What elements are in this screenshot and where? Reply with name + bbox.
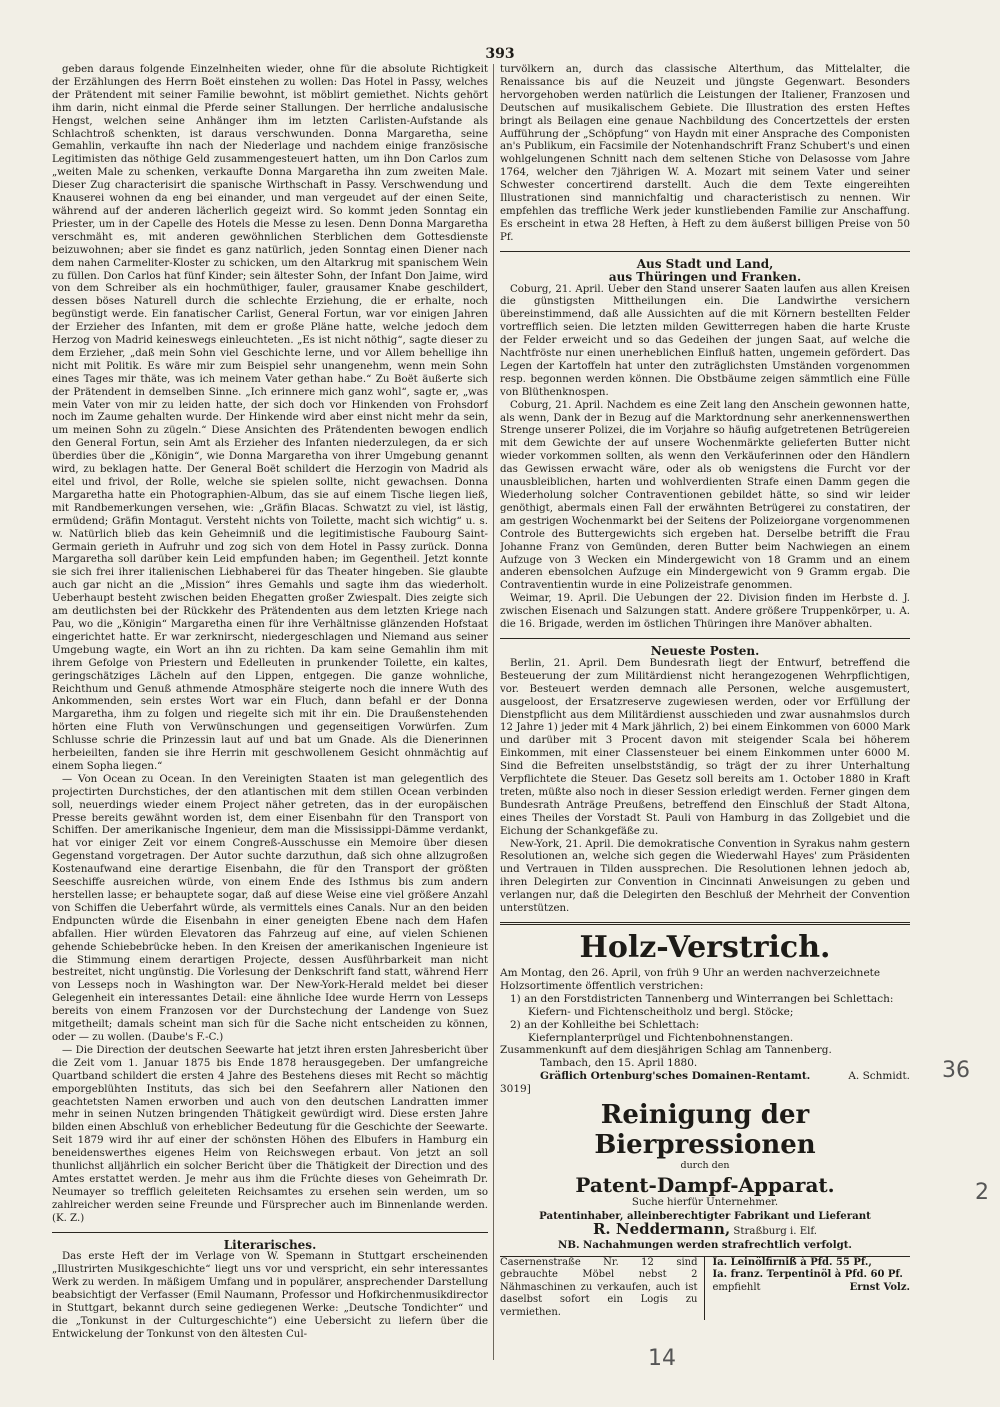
ad-volz-line-2: Ia. franz. Terpentinöl à Pfd. 60 Pf. bbox=[712, 1269, 903, 1281]
stadt-heading-1: Aus Stadt und Land, bbox=[636, 256, 774, 271]
holz-meeting: Zusammenkunft auf dem diesjährigen Schlag am Tannenberg. bbox=[500, 1044, 832, 1057]
article-coburg-1: Coburg, 21. April. Ueber den Stand unserer Saaten laufen aus allen Kreisen die günstigsten Mittheilungen ein. Die Landwirthe versichern übereinstimmend, daß alle Aussichten auf die mit Körnern bestellten Felder vortrefflich seien. Die letzten milden Gewitterregen haben die harte Kruste der Felder erweicht und so das Gedeihen der jungen Saat, auf welche die Nachtfröste nur einen unerheblichen Einfluß hatten, ungemein gefördert. Das Legen der Kartoffeln hat unter den zuträglichsten Umständen vorgenommen resp. begonnen werden können. Die Obstbäume zeigen sämmtlich eine Fülle von Blüthenknospen. bbox=[500, 283, 910, 398]
reinigung-suche: Suche hierfür Unternehmer. bbox=[631, 1196, 779, 1208]
ad-volz-name: Ernst Volz. bbox=[849, 1281, 910, 1293]
margin-mark-2: 2 bbox=[975, 1180, 989, 1205]
divider bbox=[500, 638, 910, 639]
ad-volz-footer bbox=[713, 1282, 911, 1295]
holz-title: Holz-Verstrich. bbox=[579, 930, 831, 965]
article-berlin: Berlin, 21. April. Dem Bundesrath liegt der Entwurf, betreffend die Besteuerung der zum Militärdienst nicht herangezogenen Wehrpflichtigen, vor. Besteuert werden demnach alle Personen, welche ausgemustert, ausgeloost, der Ersatzreserve zugewiesen werden, oder vor Erfüllung der Dienstpflicht aus dem Militärdienst ausschieden und zwar ausnahmslos durch 12 Jahre 1) jeder mit 4 Mark jährlich, 2) bei einem Einkommen von 6000 Mark und darüber mit 3 Procent davon mit steigender Scala bei höherem Einkommen, mit einer Classensteuer bei einem Einkommen unter 6000 M. Sind die Befreiten unselbstständig, so trägt der zu ihrer Unterhaltung Verpflichtete die Steuer. Das Gesetz soll bereits am 1. October 1880 in Kraft treten, müßte also noch in dieser Session erledigt werden. Ferner gingen dem Bundesrath Anträge Preußens, betreffend den Einschluß der Stadt Altona, eines Theiles der Vorstadt St. Pauli von Hamburg in das Zollgebiet und die Eichung der Schankgefäße zu. bbox=[500, 657, 910, 837]
ad-volz bbox=[705, 1257, 911, 1320]
holz-item-2: 2) an der Kohlleithe bei Schlettach: bbox=[510, 1018, 700, 1031]
reinigung-city: Straßburg i. Elf. bbox=[733, 1225, 818, 1237]
reinigung-durch: durch den bbox=[680, 1160, 730, 1172]
ad-divider bbox=[500, 922, 910, 925]
holz-date: Tambach, den 15. April 1880. bbox=[540, 1057, 698, 1070]
page-number: 393 bbox=[485, 46, 515, 62]
holz-intro: Am Montag, den 26. April, von früh 9 Uhr an werden nachverzeichnete Holzsortimente öffentlich verstrichen: bbox=[500, 967, 881, 992]
literarisches-heading: Literarisches. bbox=[223, 1237, 317, 1252]
article-coburg-2: Coburg, 21. April. Nachdem es eine Zeit lang den Anschein gewonnen hatte, als wenn, Dank der in Bezug auf die Marktordnung sehr anerkennenswerthen Strenge unserer Polizei, die im Vorjahre so häufig aufgetretenen Betrügereien mit dem Gewichte der auf unsere Wochenmärkte gelieferten Butter nicht wieder vorkommen sollten, als wenn den Verkäuferinnen oder den Händlern das Gewissen erwacht wäre, oder als ob wenigstens die Furcht vor der unausbleiblichen, harten und wohlverdienten Strafe einen Damm gegen die Wiederholung solcher Contraventionen gebildet hätte, so sind wir leider genöthigt, abermals einen Fall der erwähnten Betrügerei zu constatiren, der am gestrigen Wochenmarkt bei der Seitens der Polizeiorgane vorgenommenen Controle des Buttergewichts sich ergeben hat. Derselbe betrifft die Frau Johanne Franz von Gemünden, deren Butter beim Nachwiegen an einem Aufzuge von 3 Wecken ein Mindergewicht von 18 Gramm und an einem anderen ebensolchen Aufzuge ein Mindergewicht von 9 Gramm ergab. Die Contraventientin wurde in eine Polizeistrafe genommen. bbox=[500, 399, 910, 592]
margin-mark-36: 36 bbox=[942, 1058, 970, 1083]
reinigung-firm bbox=[500, 1219, 910, 1239]
holz-office: Gräflich Ortenburg'sches Domainen-Rentamt. bbox=[540, 1070, 811, 1083]
reinigung-apparat: Patent-Dampf-Apparat. bbox=[575, 1172, 835, 1197]
column-rule bbox=[493, 64, 494, 1360]
ad-moebel: Casernenstraße Nr. 12 sind gebrauchte Möbel nebst 2 Nähmaschinen zu verkaufen, auch ist daselbst sofort ein Logis zu vermiethen. bbox=[500, 1257, 705, 1320]
holz-signer: A. Schmidt. bbox=[848, 1070, 910, 1083]
divider bbox=[52, 1232, 488, 1233]
reinigung-inhaber: Patentinhaber, alleinberechtigter Fabrikant und Lieferant bbox=[539, 1209, 871, 1222]
reinigung-name: R. Neddermann, bbox=[592, 1219, 731, 1238]
holz-item-2-sub: Kiefernplanterprügel und Fichtenbohnenstangen. bbox=[528, 1031, 794, 1044]
margin-mark-14: 14 bbox=[648, 1346, 676, 1371]
reinigung-title: Reinigung der Bierpressionen bbox=[594, 1100, 816, 1161]
article-ocean: — Von Ocean zu Ocean. In den Vereinigten Staaten ist man gelegentlich des projectirten Durchstiches, der den atlantischen mit dem stillen Ocean verbinden soll, neuerdings wieder einem Project näher getreten, das in der europäischen Presse bereits gewähnt worden ist, dem einer Eisenbahn für den Transport von Schiffen. Der amerikanische Ingenieur, dem man die Mississippi-Dämme verdankt, hat vor einiger Zeit vor einem Congreß-Ausschusse ein Memoire über diesen Gegenstand vorgetragen. Der Autor suchte darzuthun, daß sich ohne allzugroßen Kostenaufwand eine derartige Eisenbahn, die für den Transport der größten Seeschiffe ausreichen würde, von einem Ende des Isthmus bis zum andern herstellen lasse; er behauptete sogar, daß auf diese Weise eine viel größere Anzahl von Schiffen die Ueberfahrt würde, als vermittels eines Canals. Nur an den beiden Endpuncten würde die Eisenbahn in einer geneigten Ebene nach dem Hafen abfallen. Hier würden Elevatoren das Fahrzeug auf eine, auf vielen Schienen gehende Schiebebrücke heben. In den Kreisen der amerikanischen Ingenieure ist die Stimmung einem derartigen Projecte, dessen Ausführbarkeit man nicht bestreitet, nicht ungünstig. Die Vorlesung der Denkschrift fand statt, während Herr von Lesseps noch in Washington war. Der New-York-Herald meldet bei dieser Gelegenheit ein interessantes Detail: eine ähnliche Idee wurde Herrn von Lesseps bereits von einem Franzosen vor der Durchstechung der Landenge von Suez mitgetheilt; damals scheint man sich für die Sache nicht entscheiden zu können, oder — zu wollen. (Daube's F.-C.) bbox=[52, 773, 488, 1043]
holz-signature bbox=[500, 1070, 910, 1083]
reinigung-nb: NB. Nachahmungen werden strafrechtlich verfolgt. bbox=[558, 1238, 852, 1251]
holz-item-1-sub: Kiefern- und Fichtenscheitholz und bergl. Stöcke; bbox=[528, 1005, 794, 1018]
left-column bbox=[52, 64, 488, 1364]
article-carlos: geben daraus folgende Einzelnheiten wieder, ohne für die absolute Richtigkeit der Erzählungen des Herrn Boët einstehen zu wollen: Das Hotel in Passy, welches der Prätendent mit seiner Familie bewohnt, ist möblirt gemiethet. Nichts gehört ihm darin, nicht einmal die Pferde seiner Stallungen. Der herrliche andalusische Hengst, welchen seine Anhänger ihm im letzten Carlisten-Aufstande als Schlachtroß schenkten, ist daraus verschwunden. Donna Margaretha, seine Gemahlin, verkaufte ihn nach der Niederlage und nachdem einige französische Legitimisten das nöthige Geld zusammengesteuert hatten, um ihn Don Carlos zum „weiten Male zu schenken, verkaufte Donna Margaretha ihn zum zweiten Male. Dieser Zug characterisirt die spanische Wirthschaft in Passy. Verschwendung und Knauserei wohnen da eng bei einander, und man vergeudet auf der einen Seite, während auf der anderen lächerlich gegeizt wird. So kommt jeden Sonntag ein Priester, um in der Capelle des Hotels die Messe zu lesen. Denn Donna Margaretha verschmäht es, mit anderen gewöhnlichen Sterblichen dem Gottesdienste beizuwohnen; aber sie findet es ganz natürlich, jeden Sonntag einen Diener nach dem nahen Carmeliter-Kloster zu schicken, um den Altarkrug mit spanischem Wein zu füllen. Don Carlos hat fünf Kinder; sein ältester Sohn, der Infant Don Jaime, wird von dem Schreiber als ein hochmüthiger, fauler, grausamer Knabe geschildert, dessen böses Naturell durch die schlechte Erziehung, die er erhalte, noch begünstigt werde. Ein fanatischer Carlist, General Fortun, war vor einigen Jahren der Erzieher des Infanten, mit dem er große Pläne hatte, welche jedoch dem Herzog von Madrid keineswegs einleuchteten. „Es ist nicht nöthig“, sagte dieser zu dem Erzieher, „daß mein Sohn viel Geschichte lerne, und vor Allem behellige ihn nicht mit Politik. Es wäre mir zum Beispiel sehr unangenehm, wenn mein Sohn eines Tages mir thäte, was ich meinem Vater gethan habe.“ Zu Boët äußerte sich der Prätendent in demselben Sinne. „Ich erinnere mich ganz wohl“, sagte er, „was mein Vater von mir zu leiden hatte, der sich doch vor Hinkenden von Frohsdorf noch im Zaume gehalten wurde. Der Hinkende wird aber einst nicht mehr da sein, um meinen Sohn zu zügeln.“ Diese Ansichten des Prätendenten bewogen endlich den General Fortun, sein Amt als Erzieher des Infanten niederzulegen, da er sich überdies über die „Königin“, wie Donna Margaretha von ihrer Umgebung genannt wird, zu beklagen hatte. Der General Boët schildert die Herzogin von Madrid als eitel und frivol, der Rolle, welche sie spielen sollte, nicht gewachsen. Donna Margaretha hatte ein Photographien-Album, das sie auf einem Tische liegen ließ, mit Randbemerkungen versehen, wie: „Gräfin Blacas. Schwatzt zu viel, ist lästig, ermüdend; Gräfin Montagut. Versteht nichts von Toilette, macht sich wichtig“ u. s. w. Natürlich blieb das kein Geheimniß und die legitimistische Faubourg Saint-Germain gerieth in Aufruhr und zog sich von dem Hotel in Passy zurück. Donna Margaretha soll darüber kein Leid empfunden haben; im Gegentheil. Jetzt konnte sie sich frei ihrer italienischen Liebhaberei für das Theater hingeben. Sie glaubte auch gar nicht an die „Mission“ ihres Gemahls und sagte ihm das wiederholt. Ueberhaupt besteht zwischen beiden Ehegatten großer Zwiespalt. Dies zeigte sich am deutlichsten bei der Rückkehr des Prätendenten aus dem letzten Kriege nach Pau, wo die „Königin“ Margaretha einen für ihre Verhältnisse glänzenden Hofstaat eingerichtet hatte. Er war zerknirscht, niedergeschlagen und Niemand aus seiner Umgebung wagte, ein Wort an ihn zu richten. Da kam seine Gemahlin ihm mit ihrem Gefolge von Priestern und Edelleuten in prunkender Toilette, ein kaltes, geringschätziges Lächeln auf den Lippen, entgegen. Die ganze wohnliche, Reichthum und Genuß athmende Atmosphäre steigerte noch die innere Wuth des Ankommenden, sein erstes Wort war ein Fluch, dann befahl er der Donna Margaretha, ihm zu folgen und riegelte sich mit ihr ein. Die Draußenstehenden hörten eine Fluth von Verwünschungen und gegenseitigen Vorwürfen. Zum Schlusse schrie die Prinzessin laut auf und bat um Gnade. Als die Dienerinnen herbeieilten, fanden sie ihre Herrin mit geschwollenem Gesicht ohnmächtig auf einem Sopha liegen.“ bbox=[52, 64, 488, 772]
holz-item-1: 1) an den Forstdistricten Tannenberg und Winterrangen bei Schlettach: bbox=[510, 992, 894, 1005]
right-column bbox=[500, 64, 910, 1364]
posten-heading: Neueste Posten. bbox=[650, 643, 760, 658]
stadt-heading-2: aus Thüringen und Franken. bbox=[608, 269, 802, 284]
ad-volz-empfiehlt: empfiehlt bbox=[712, 1281, 761, 1293]
ad-number: 3019] bbox=[500, 1083, 531, 1096]
article-continued: turvölkern an, durch das classische Alterthum, das Mittelalter, die Renaissance bis auf die Neuzeit und jüngste Gegenwart. Besonders hervorgehoben werden natürlich die Leistungen der Italiener, Franzosen und Deutschen auf musikalischem Gebiete. Die Illustration des ersten Heftes bringt als Beilagen eine genaue Nachbildung des Concertzettels der ersten Aufführung der „Schöpfung“ von Haydn mit einer Ansprache des Componisten an's Publikum, ein Facsimile der Notenhandschrift Franz Schubert's und einen wohlgelungenen Schnitt nach dem seltenen Stiche von Delasosse vom Jahre 1764, welcher den 7jährigen W. A. Mozart mit seinem Vater und seiner Schwester concertirend darstellt. Auch die dem Texte eingereihten Illustrationen sind mannichfaltig und characteristisch zu nennen. Wir empfehlen das treffliche Werk jeder kunstliebenden Familie zur Anschaffung. Es erscheint in etwa 28 Heften, à Heft zu dem äußerst billigen Preise von 50 Pf. bbox=[500, 64, 910, 243]
literarisches-text: Das erste Heft der im Verlage von W. Spemann in Stuttgart erscheinenden „Illustrirten Musikgeschichte“ liegt uns vor und verspricht, ein sehr interessantes Werk zu werden. In mäßigem Umfang und in populärer, ansprechender Darstellung beabsichtigt der Verfasser (Emil Naumann, Professor und Hofkirchenmusikdirector in Stuttgart, bekannt durch seine gediegenen Werke: „Deutsche Tondichter“ und die „Tonkunst in der Culturgeschichte“) eine Uebersicht zu liefern über die Entwickelung der Tonkunst von den ältesten Cul- bbox=[52, 1251, 488, 1340]
small-ads bbox=[500, 1256, 910, 1320]
divider bbox=[500, 251, 910, 252]
article-newyork: New-York, 21. April. Die demokratische Convention in Syrakus nahm gestern Resolutionen an, welche sich gegen die Wiederwahl Hayes' zum Präsidenten und Vertrauen in Tilden aussprechen. Die Resolutionen lehnen jedoch ab, ihren Delegirten zur Convention in Cincinnati Anweisungen zu geben und verlangen nur, daß die Delegirten den Beschluß der Mehrheit der Convention unterstützen. bbox=[500, 838, 910, 915]
article-weimar: Weimar, 19. April. Die Uebungen der 22. Division finden im Herbste d. J. zwischen Eisenach und Salzungen statt. Andere größere Truppenkörper, u. A. die 16. Brigade, werden im östlichen Thüringen ihre Manöver abhalten. bbox=[500, 593, 910, 631]
article-seewarte: — Die Direction der deutschen Seewarte hat jetzt ihren ersten Jahresbericht über die Zeit vom 1. Januar 1875 bis Ende 1878 herausgegeben. Der umfangreiche Quartband schildert die ersten 4 Jahre des Bestehens dieses mit Recht so mächtig emporgeblühten Instituts, das sich bei den Seefahrern aller Nationen den geachtetsten Namen erworben und auch von den deutschen Landratten immer mehr in seinen Nutzen bringenden Thätigkeit gewürdigt wird. Diese ersten Jahre bilden einen Abschluß von erheblicher Bedeutung für die Geschichte der Seewarte. Seit 1879 wird ihr auf einer der schönsten Höhen des Elbufers in Hamburg ein beneidenswerthes eigenes Heim von Reichswegen erbaut. Von jetzt an soll thunlichst alljährlich ein solcher Bericht über die Thätigkeit der Direction und des Amtes erstattet werden. Je mehr aus ihm die Früchte dieses von Geheimrath Dr. Neumayer so trefflich geleiteten Reichsamtes zu ersehen sein werden, um so zahlreicher werden seine Freunde und Fürsprecher auch im Binnenlande werden. (K. Z.) bbox=[52, 1044, 488, 1224]
ad-volz-line-1: Ia. Leinölfirniß à Pfd. 55 Pf., bbox=[712, 1256, 872, 1268]
